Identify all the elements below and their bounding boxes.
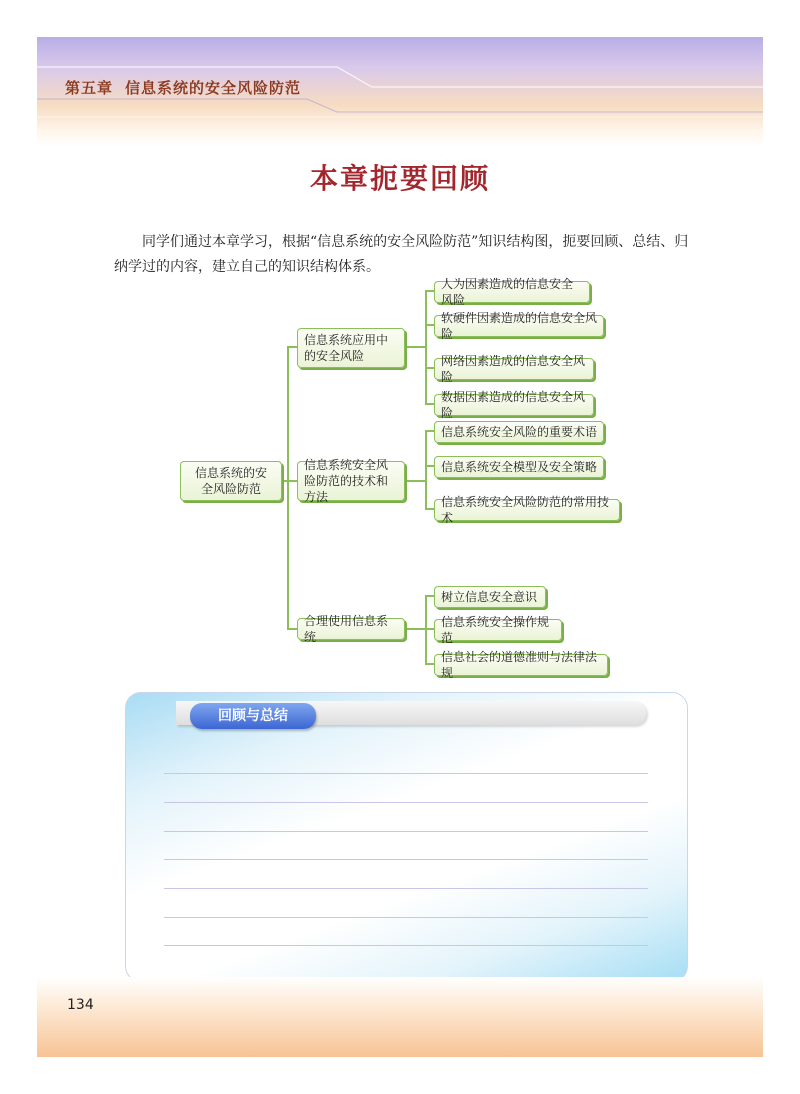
mindmap-branch-node: 合理使用信息系统 (297, 618, 405, 640)
connector-b2-stem (405, 480, 426, 482)
chapter-label: 第五章 (65, 79, 114, 97)
mindmap-leaf-node: 网络因素造成的信息安全风险 (434, 358, 594, 380)
mindmap-leaf-node: 信息系统安全模型及安全策略 (434, 456, 604, 478)
mindmap-leaf-node: 树立信息安全意识 (434, 586, 546, 608)
page-title: 本章扼要回顾 (309, 162, 490, 195)
footer-band (37, 977, 763, 1057)
textbook-page (37, 37, 763, 1057)
connector-b2-trunk (425, 430, 427, 510)
writing-line (164, 831, 648, 832)
intro-paragraph: 同学们通过本章学习，根据“信息系统的安全风险防范”知识结构图，扼要回顾、总结、归纳学过的内容，建立自己的知识结构体系。 (114, 234, 689, 275)
mindmap-root-node: 信息系统的安全风险防范 (180, 461, 282, 501)
chapter-name: 信息系统的安全风险防范 (125, 79, 302, 97)
connector-b1-trunk (425, 290, 427, 405)
mindmap-leaf-node: 软硬件因素造成的信息安全风险 (434, 315, 604, 337)
mindmap-leaf-node: 信息社会的道德准则与法律法规 (434, 654, 608, 676)
connector-main-trunk (287, 346, 289, 629)
mindmap-leaf-node: 信息系统安全操作规范 (434, 619, 562, 641)
connector-b1-stem (405, 346, 426, 348)
writing-line (164, 802, 648, 803)
connector-b3-trunk (425, 595, 427, 665)
mindmap-leaf-node: 人为因素造成的信息安全风险 (434, 281, 590, 303)
mindmap-branch-node: 信息系统应用中的安全风险 (297, 328, 405, 368)
writing-line (164, 773, 648, 774)
writing-line (164, 859, 648, 860)
mindmap-leaf-node: 信息系统安全风险的重要术语 (434, 421, 604, 443)
writing-line (164, 917, 648, 918)
mindmap-leaf-node: 数据因素造成的信息安全风险 (434, 394, 594, 416)
summary-tab-label: 回顾与总结 (190, 703, 316, 729)
connector-b3-stem (405, 628, 426, 630)
summary-writing-box (125, 692, 688, 982)
chapter-title (65, 77, 301, 98)
writing-line (164, 945, 648, 946)
mindmap-leaf-node: 信息系统安全风险防范的常用技术 (434, 499, 620, 521)
mindmap-branch-node: 信息系统安全风险防范的技术和方法 (297, 461, 405, 501)
page-number: 134 (67, 997, 94, 1013)
writing-line (164, 888, 648, 889)
